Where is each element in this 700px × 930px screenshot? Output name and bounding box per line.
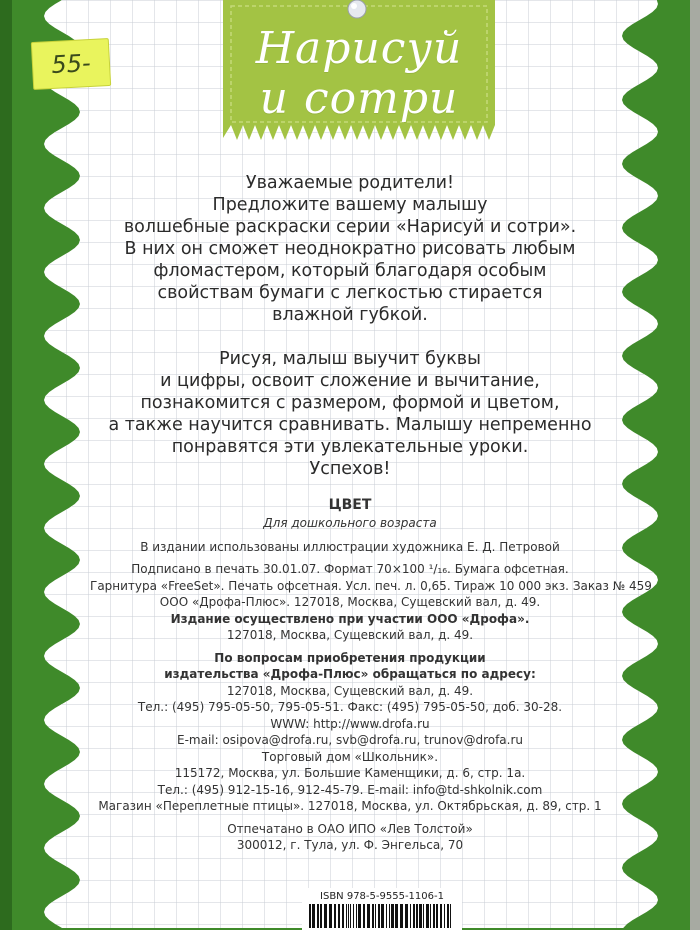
print-info-1: Подписано в печать 30.01.07. Формат 70×100 ¹/₁₆. Бумага офсетная. bbox=[131, 562, 569, 576]
barcode-bar bbox=[423, 904, 424, 928]
barcode-bar bbox=[419, 904, 422, 928]
barcode-bar bbox=[312, 904, 315, 928]
barcode-bar bbox=[440, 904, 442, 928]
barcode-bar bbox=[329, 904, 332, 928]
barcode-bar bbox=[346, 904, 347, 928]
barcode-bar bbox=[309, 904, 311, 928]
intro-line: и цифры, освоит сложение и вычитание, bbox=[160, 371, 540, 391]
barcode-bar bbox=[433, 904, 435, 928]
barcode-bar bbox=[381, 904, 384, 928]
price-text: 55- bbox=[50, 48, 92, 80]
isbn-number: ISBN 978-5-9555-1106-1 bbox=[320, 891, 444, 902]
intro-line: познакомится с размером, формой и цветом, bbox=[140, 393, 560, 413]
intro-line: В них он сможет неоднократно рисовать любым bbox=[124, 239, 576, 259]
barcode-bar bbox=[320, 904, 322, 928]
barcode-bar bbox=[391, 904, 394, 928]
publisher-address: ООО «Дрофа-Плюс». 127018, Москва, Сущевский вал, д. 49. bbox=[159, 595, 541, 609]
barcode-bar bbox=[356, 904, 357, 928]
barcode-bar bbox=[353, 904, 354, 928]
intro-line: понравятся эти увлекательные уроки. bbox=[171, 437, 529, 457]
participation-note: Издание осуществлено при участии ООО «Дрофа». bbox=[170, 611, 530, 626]
printer-note: Отпечатано в ОАО ИПО «Лев Толстой» bbox=[227, 821, 473, 836]
barcode-bar bbox=[375, 904, 376, 928]
intro-paragraph-1 bbox=[90, 172, 610, 326]
trade-house: Торговый дом «Школьник». bbox=[261, 749, 439, 764]
barcode-bar bbox=[426, 904, 429, 928]
intro-line: Успехов! bbox=[309, 459, 391, 479]
purchase-heading-2: издательства «Дрофа-Плюс» обращаться по адресу: bbox=[164, 667, 536, 681]
imprint-block bbox=[90, 495, 652, 854]
purchase-www: WWW: http://www.drofa.ru bbox=[270, 716, 430, 731]
purchase-heading-1: По вопросам приобретения продукции bbox=[214, 650, 486, 665]
barcode-bar bbox=[342, 904, 344, 928]
intro-line: волшебные раскраски серии «Нарисуй и сотри». bbox=[123, 217, 577, 237]
barcode-bar bbox=[436, 904, 438, 928]
intro-line: Рисуя, малыш выучит буквы bbox=[219, 349, 481, 369]
intro-line: свойствам бумаги с легкостью стирается bbox=[157, 283, 543, 303]
shop-address: Магазин «Переплетные птицы». 127018, Москва, ул. Октябрьская, д. 89, стр. 1 bbox=[98, 799, 602, 813]
barcode-bar bbox=[410, 904, 411, 928]
barcode-bar bbox=[400, 904, 403, 928]
barcode-bar bbox=[450, 904, 451, 928]
barcode-bar bbox=[447, 904, 449, 928]
barcode-bar bbox=[386, 904, 387, 928]
barcode-bar bbox=[334, 904, 336, 928]
barcode-bar bbox=[358, 904, 361, 928]
barcode-bar bbox=[367, 904, 370, 928]
isbn-barcode-box bbox=[302, 888, 462, 930]
barcode-bar bbox=[389, 904, 390, 928]
purchase-email: E-mail: osipova@drofa.ru, svb@drofa.ru, trunov@drofa.ru bbox=[176, 733, 524, 747]
barcode-icon bbox=[307, 904, 457, 928]
series-title bbox=[223, 0, 495, 140]
intro-paragraph-2 bbox=[90, 348, 610, 480]
barcode-bar bbox=[350, 904, 351, 928]
purchase-phone: Тел.: (495) 795-05-50, 795-05-51. Факс: (495) 795-05-50, доб. 30-28. bbox=[137, 700, 563, 714]
barcode-bar bbox=[338, 904, 340, 928]
intro-line: фломастером, который благодаря особым bbox=[153, 261, 547, 281]
intro-line: Уважаемые родители! bbox=[245, 173, 455, 193]
purchase-address: 127018, Москва, Сущевский вал, д. 49. bbox=[226, 683, 474, 698]
intro-line: влажной губкой. bbox=[272, 305, 428, 325]
barcode-bar bbox=[363, 904, 365, 928]
barcode-bar bbox=[395, 904, 398, 928]
price-sticker bbox=[31, 38, 111, 90]
barcode-bar bbox=[348, 904, 349, 928]
title-line-2: и сотри bbox=[259, 73, 459, 124]
barcode-bar bbox=[378, 904, 380, 928]
illustrator-note: В издании использованы иллюстрации художника Е. Д. Петровой bbox=[140, 539, 560, 554]
barcode-bar bbox=[416, 904, 418, 928]
age-note: Для дошкольного возраста bbox=[263, 516, 437, 530]
book-title: ЦВЕТ bbox=[328, 497, 372, 513]
barcode-bar bbox=[324, 904, 327, 928]
barcode-bar bbox=[317, 904, 319, 928]
barcode-bar bbox=[372, 904, 374, 928]
intro-line: а также научится сравнивать. Малышу непременно bbox=[108, 415, 592, 435]
intro-line: Предложите вашему малышу bbox=[212, 195, 488, 215]
participation-address: 127018, Москва, Сущевский вал, д. 49. bbox=[226, 628, 474, 642]
title-line-1: Нарисуй bbox=[255, 23, 463, 74]
trade-address: 115172, Москва, ул. Большие Каменщики, д. 6, стр. 1а. bbox=[174, 766, 526, 780]
barcode-bar bbox=[405, 904, 408, 928]
print-info-2: Гарнитура «FreeSet». Печать офсетная. Усл. печ. л. 0,65. Тираж 10 000 экз. Заказ № 459 bbox=[90, 578, 652, 593]
printer-address: 300012, г. Тула, ул. Ф. Энгельса, 70 bbox=[236, 838, 464, 852]
barcode-bar bbox=[430, 904, 431, 928]
intro-text bbox=[90, 172, 610, 480]
barcode-bar bbox=[413, 904, 415, 928]
trade-phone: Тел.: (495) 912-15-16, 912-45-79. E-mail: info@td-shkolnik.com bbox=[157, 782, 543, 797]
barcode-bar bbox=[444, 904, 445, 928]
